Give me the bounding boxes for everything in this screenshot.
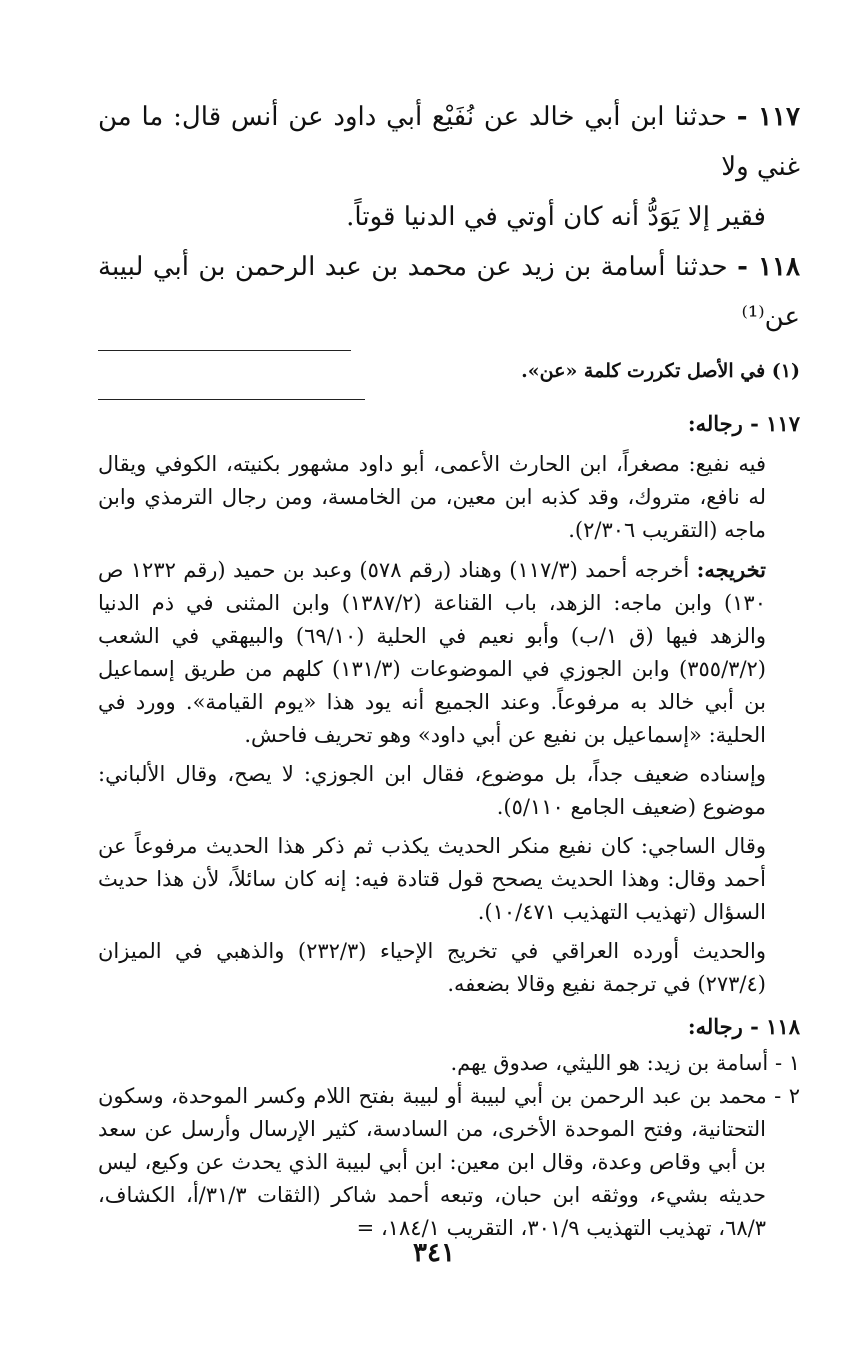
page-number: ٣٤١ [413, 1238, 455, 1268]
hadith-number: ١١٧ - [736, 102, 800, 132]
footnote-underline [98, 399, 365, 400]
hadith-117 [98, 92, 800, 242]
paragraph-nafi: فيه نفيع: مصغراً، ابن الحارث الأعمى، أبو داود مشهور بكنيته، الكوفي ويقال له نافع، متروك، وقد كذبه ابن معين، من الخامسة، ومن رجال الترمذي وابن ماجه (التقريب ٢/٣٠٦). [98, 452, 766, 542]
paragraph-iraqi: والحديث أورده العراقي في تخريج الإحياء (٢٣٢/٣) والذهبي في الميزان (٢٧٣/٤) في ترجمة نفيع وقالا بضعفه. [98, 939, 766, 996]
book-page [98, 92, 800, 1297]
footnote: (١) في الأصل تكررت كلمة «عن». [521, 360, 800, 382]
narrator-item-2: ٢ - محمد بن عبد الرحمن بن أبي لبيبة أو لبيبة بفتح اللام وكسر الموحدة، وسكون التحتانية، وفتح الموحدة الأخرى، من السادسة، كثير الإرسال وأرسل عن سعد بن أبي وقاص وعدة، وقال ابن معين: ابن أبي لبيبة الذي يحدث عن وكيع، ليس حديثه بشيء، ووثقه ابن حبان، وتبعه أحمد شاكر (الثقات ٣١/٣/أ، الكشاف، ٦٨/٣، تهذيب التهذيب ٣٠١/٩، التقريب ١٨٤/١، = [98, 1084, 800, 1240]
hadith-text-line1: حدثنا ابن أبي خالد عن نُفَيْع أبي داود عن أنس قال: ما من غني ولا [98, 102, 800, 182]
hadith-number: ١١٨ - [737, 252, 800, 282]
narrator-item-1: ١ - أسامة بن زيد: هو الليثي، صدوق يهم. [450, 1051, 800, 1075]
section-title-rijal-117: ١١٧ - رجاله: [687, 411, 800, 436]
hadith-text: حدثنا أسامة بن زيد عن محمد بن عبد الرحمن بن أبي لبيبة عن⁽¹⁾ [98, 252, 800, 332]
takhrij-text: أخرجه أحمد (١١٧/٣) وهناد (رقم ٥٧٨) وعبد بن حميد (رقم ١٢٣٢ ص ١٣٠) وابن ماجه: الزهد، باب القناعة (١٣٨٧/٢) وابن المثنى في ذم الدنيا والزهد فيها (ق ١/ب) وأبو نعيم في الحلية (٦٩/١٠) والبيهقي في الشعب (٣٥٥/٣/٢) وابن الجوزي في الموضوعات (١٣١/٣) كلهم من طريق إسماعيل بن أبي خالد به مرفوعاً. وعند الجميع أنه يود هذا «يوم القيامة». وورد في الحلية: «إسماعيل بن نفيع عن أبي داود» وهو تحريف فاحش. [98, 558, 766, 747]
paragraph-saji: وقال الساجي: كان نفيع منكر الحديث يكذب ثم ذكر هذا الحديث مرفوعاً عن أحمد وقال: وهذا الحديث يصحح قول قتادة فيه: إنه كان سائلاً، لأن هذا حديث السؤال (تهذيب التهذيب ١٠/٤٧١). [98, 834, 766, 924]
section-title-rijal-118: ١١٨ - رجاله: [687, 1014, 800, 1039]
takhrij-label: تخريجه: [696, 557, 766, 582]
paragraph-takhrij [98, 553, 800, 752]
hadith-text-line2: فقير إلا يَوَدُّ أنه كان أوتي في الدنيا قوتاً. [346, 202, 766, 232]
paragraph-isnad: وإسناده ضعيف جداً، بل موضوع، فقال ابن الجوزي: لا يصح، وقال الألباني: موضوع (ضعيف الجامع ٥/١١٠). [98, 762, 766, 819]
hadith-118 [98, 242, 800, 342]
